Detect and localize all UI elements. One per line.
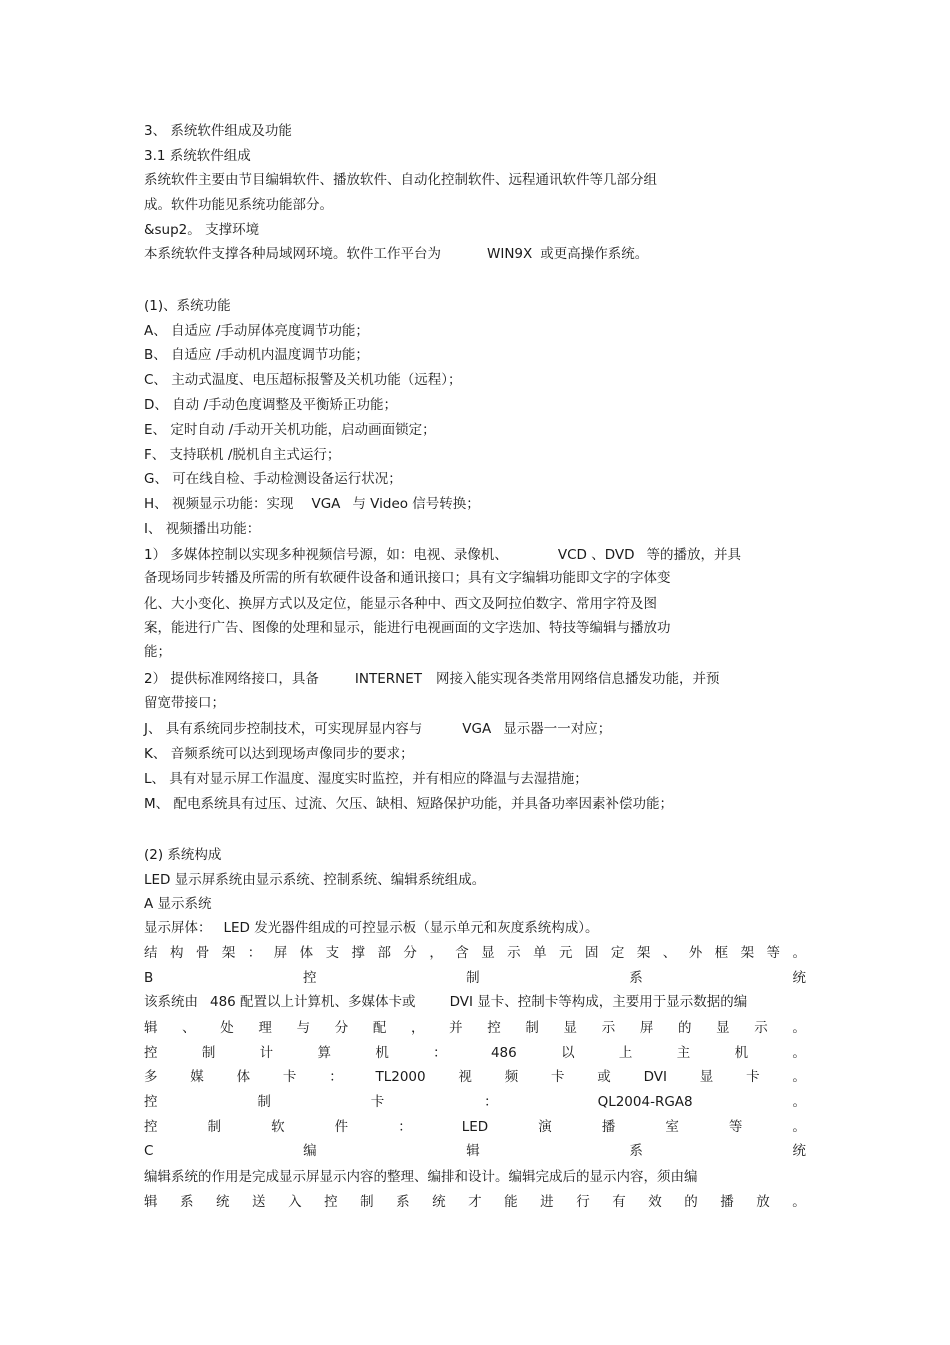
justified-token: 控 bbox=[144, 1094, 158, 1110]
list-item: L、 具有对显示屏工作温度、湿度实时监控，并有相应的降温与去湿措施； bbox=[144, 771, 588, 787]
subsection-heading: 3.1 系统软件组成 bbox=[144, 148, 251, 164]
justified-token: 卡 bbox=[370, 1094, 385, 1110]
justified-token: 并 bbox=[449, 1020, 463, 1036]
justified-token: 视 bbox=[458, 1069, 472, 1085]
justified-token: 显 bbox=[699, 1069, 714, 1085]
justified-token: 辑 bbox=[466, 1143, 480, 1159]
justified-token: 结 bbox=[144, 945, 158, 961]
justified-token: 有 bbox=[612, 1194, 626, 1210]
justified-token: 以 bbox=[561, 1045, 575, 1061]
justified-token: 、 bbox=[662, 945, 677, 961]
justified-token: 播 bbox=[720, 1194, 734, 1210]
paragraph-line: 显示屏体： LED 发光器件组成的可控显示板（显示单元和灰度系统构成）。 bbox=[144, 920, 599, 936]
justified-token: 室 bbox=[665, 1119, 679, 1135]
paragraph-line: 成。软件功能见系统功能部分。 bbox=[144, 197, 333, 213]
justified-token: 。 bbox=[792, 1094, 806, 1110]
justified-token: ， bbox=[410, 1020, 425, 1036]
justified-token: 、 bbox=[182, 1020, 196, 1036]
list-item: 2） 提供标准网络接口，具备 INTERNET 网接入能实现各类常用网络信息播发功能，并预 bbox=[144, 671, 720, 687]
justified-token: 辑 bbox=[144, 1020, 158, 1036]
justified-token: 播 bbox=[601, 1119, 616, 1135]
justified-token: QL2004-RGA8 bbox=[597, 1094, 693, 1110]
justified-token: 行 bbox=[576, 1194, 590, 1210]
justified-token: 卡 bbox=[282, 1069, 297, 1085]
justified-line bbox=[144, 1044, 806, 1062]
list-item: J、 具有系统同步控制技术，可实现屏显内容与 VGA 显示器一一对应； bbox=[144, 721, 612, 737]
list-item: D、 自动 /手动色度调整及平衡矫正功能； bbox=[144, 397, 398, 413]
justified-token: 。 bbox=[792, 1020, 806, 1036]
justified-token: 架 bbox=[636, 945, 651, 961]
justified-token: 卡 bbox=[746, 1069, 760, 1085]
justified-token: C bbox=[144, 1143, 154, 1159]
subsection-heading: A 显示系统 bbox=[144, 896, 212, 912]
justified-token: 或 bbox=[597, 1069, 611, 1085]
justified-token: 系 bbox=[180, 1194, 194, 1210]
justified-token: ： bbox=[433, 1045, 447, 1061]
justified-token: 送 bbox=[252, 1194, 266, 1210]
justified-token: 系 bbox=[396, 1194, 410, 1210]
justified-token: 频 bbox=[504, 1069, 519, 1085]
justified-line bbox=[144, 1093, 806, 1111]
justified-token: 制 bbox=[257, 1094, 271, 1110]
justified-token: 固 bbox=[584, 945, 599, 961]
justified-token: 支 bbox=[325, 945, 340, 961]
justified-token: 。 bbox=[792, 945, 806, 961]
justified-token: 制 bbox=[360, 1194, 374, 1210]
justified-token: 配 bbox=[372, 1020, 387, 1036]
justified-token: 处 bbox=[220, 1020, 234, 1036]
justified-token: ： bbox=[484, 1094, 498, 1110]
justified-token: 显 bbox=[716, 1020, 730, 1036]
justified-token: 进 bbox=[540, 1194, 554, 1210]
justified-line bbox=[144, 1142, 806, 1160]
justified-token: 理 bbox=[258, 1020, 272, 1036]
justified-token: 的 bbox=[677, 1020, 692, 1036]
justified-token: 骨 bbox=[195, 945, 210, 961]
justified-token: 分 bbox=[403, 945, 417, 961]
justified-token: 。 bbox=[792, 1045, 806, 1061]
justified-token: 等 bbox=[766, 945, 780, 961]
justified-token: 入 bbox=[288, 1194, 302, 1210]
justified-token: 显 bbox=[481, 945, 495, 961]
justified-token: 示 bbox=[601, 1020, 616, 1036]
justified-token: 架 bbox=[740, 945, 755, 961]
justified-token: 外 bbox=[688, 945, 703, 961]
subsection-heading: &sup2。 支撑环境 bbox=[144, 222, 260, 238]
list-item: A、 自适应 /手动屏体亮度调节功能； bbox=[144, 323, 369, 339]
justified-token: 的 bbox=[684, 1194, 698, 1210]
justified-token: 撑 bbox=[351, 945, 365, 961]
justified-token: 统 bbox=[216, 1194, 230, 1210]
justified-token: LED bbox=[461, 1119, 489, 1135]
justified-line bbox=[144, 944, 806, 962]
justified-token: 机 bbox=[375, 1045, 389, 1061]
justified-token: 等 bbox=[728, 1119, 743, 1135]
justified-line bbox=[144, 1193, 806, 1211]
justified-line bbox=[144, 1118, 806, 1136]
justified-token: 构 bbox=[169, 945, 184, 961]
paragraph-line: 化、大小变化、换屏方式以及定位，能显示各种中、西文及阿拉伯数字、常用字符及图 bbox=[144, 596, 657, 612]
justified-token: 架 bbox=[221, 945, 236, 961]
justified-token: 示 bbox=[507, 945, 521, 961]
list-item: H、 视频显示功能：实现 VGA 与 Video 信号转换； bbox=[144, 496, 480, 512]
justified-token: 系 bbox=[629, 970, 643, 986]
justified-token: ， bbox=[429, 945, 443, 961]
justified-token: 上 bbox=[618, 1045, 633, 1061]
justified-token: 放 bbox=[756, 1194, 770, 1210]
justified-token: 显 bbox=[563, 1020, 578, 1036]
list-item: C、 主动式温度、电压超标报警及关机功能（远程）； bbox=[144, 372, 462, 388]
justified-token: 制 bbox=[466, 970, 480, 986]
justified-token: ： bbox=[329, 1069, 343, 1085]
paragraph-line: 案，能进行广告、图像的处理和显示，能进行电视画面的文字迭加、特技等编辑与播放功 bbox=[144, 620, 671, 636]
section-heading: (1)、系统功能 bbox=[144, 298, 231, 314]
list-item: G、 可在线自检、手动检测设备运行状况； bbox=[144, 471, 402, 487]
justified-token: 单 bbox=[533, 945, 547, 961]
justified-token: 框 bbox=[714, 945, 729, 961]
list-item: K、 音频系统可以达到现场声像同步的要求； bbox=[144, 746, 414, 762]
paragraph-line: 能； bbox=[144, 644, 171, 660]
list-item: I、 视频播出功能： bbox=[144, 521, 261, 537]
justified-token: 系 bbox=[629, 1143, 643, 1159]
justified-token: 控 bbox=[324, 1194, 338, 1210]
section-heading: (2) 系统构成 bbox=[144, 847, 222, 863]
justified-token: 件 bbox=[334, 1119, 349, 1135]
justified-token: 体 bbox=[299, 945, 314, 961]
justified-token: 分 bbox=[334, 1020, 349, 1036]
paragraph-line: 本系统软件支撑各种局域网环境。软件工作平台为 WIN9X 或更高操作系统。 bbox=[144, 246, 649, 262]
justified-token: 控 bbox=[487, 1020, 501, 1036]
paragraph-line: LED 显示屏系统由显示系统、控制系统、编辑系统组成。 bbox=[144, 872, 486, 888]
justified-token: 。 bbox=[792, 1119, 806, 1135]
justified-token: 屏 bbox=[273, 945, 288, 961]
justified-token: 制 bbox=[201, 1045, 216, 1061]
justified-token: 演 bbox=[538, 1119, 552, 1135]
justified-token: 主 bbox=[676, 1045, 691, 1061]
justified-line bbox=[144, 1068, 806, 1086]
justified-token: 。 bbox=[792, 1069, 806, 1085]
justified-token: 控 bbox=[144, 1119, 158, 1135]
justified-token: 编 bbox=[303, 1143, 317, 1159]
paragraph-line: 备现场同步转播及所需的所有软硬件设备和通讯接口；具有文字编辑功能即文字的字体变 bbox=[144, 570, 671, 586]
paragraph-line: 留宽带接口； bbox=[144, 695, 225, 711]
justified-token: TL2000 bbox=[375, 1069, 426, 1085]
justified-token: B bbox=[144, 970, 154, 986]
justified-token: 486 bbox=[490, 1045, 517, 1061]
justified-token: 与 bbox=[296, 1020, 311, 1036]
justified-token: 控 bbox=[144, 1045, 158, 1061]
justified-token: 示 bbox=[754, 1020, 768, 1036]
justified-token: 元 bbox=[559, 945, 573, 961]
justified-token: 效 bbox=[648, 1194, 662, 1210]
justified-token: 部 bbox=[377, 945, 391, 961]
justified-token: 媒 bbox=[190, 1069, 204, 1085]
justified-line bbox=[144, 969, 806, 987]
justified-token: 控 bbox=[302, 970, 317, 986]
list-item: 1） 多媒体控制以实现多种视频信号源，如：电视、录像机、 VCD 、DVD 等的播放，并具 bbox=[144, 547, 742, 563]
justified-token: 制 bbox=[525, 1020, 539, 1036]
justified-line bbox=[144, 1019, 806, 1037]
justified-token: DVI bbox=[643, 1069, 667, 1085]
justified-token: 能 bbox=[504, 1194, 518, 1210]
justified-token: 统 bbox=[432, 1194, 446, 1210]
justified-token: 统 bbox=[792, 970, 806, 986]
justified-token: 体 bbox=[236, 1069, 251, 1085]
justified-token: 软 bbox=[271, 1119, 285, 1135]
justified-token: 含 bbox=[455, 945, 469, 961]
list-item: F、 支持联机 /脱机自主式运行； bbox=[144, 447, 341, 463]
paragraph-line: 该系统由 486 配置以上计算机、多媒体卡或 DVI 显卡、控制卡等构成，主要用于显示数据的编 bbox=[144, 994, 748, 1010]
paragraph-line: 编辑系统的作用是完成显示屏显示内容的整理、编排和设计。编辑完成后的显示内容，须由编 bbox=[144, 1169, 698, 1185]
justified-token: ： bbox=[247, 945, 262, 961]
list-item: M、 配电系统具有过压、过流、欠压、缺相、短路保护功能，并具备功率因素补偿功能； bbox=[144, 796, 673, 812]
justified-token: 才 bbox=[468, 1194, 482, 1210]
justified-token: 辑 bbox=[144, 1194, 158, 1210]
list-item: B、 自适应 /手动机内温度调节功能； bbox=[144, 347, 369, 363]
justified-token: ： bbox=[398, 1119, 412, 1135]
justified-token: 统 bbox=[792, 1143, 806, 1159]
justified-token: 多 bbox=[144, 1069, 158, 1085]
justified-token: 屏 bbox=[639, 1020, 654, 1036]
justified-token: 制 bbox=[207, 1119, 222, 1135]
justified-token: 算 bbox=[317, 1045, 331, 1061]
justified-token: 计 bbox=[259, 1045, 274, 1061]
justified-token: 。 bbox=[792, 1194, 806, 1210]
section-heading: 3、 系统软件组成及功能 bbox=[144, 123, 292, 139]
paragraph-line: 系统软件主要由节目编辑软件、播放软件、自动化控制软件、远程通讯软件等几部分组 bbox=[144, 172, 657, 188]
justified-token: 定 bbox=[610, 945, 625, 961]
justified-token: 卡 bbox=[551, 1069, 565, 1085]
justified-token: 机 bbox=[734, 1045, 749, 1061]
list-item: E、 定时自动 /手动开关机功能，启动画面锁定； bbox=[144, 422, 436, 438]
